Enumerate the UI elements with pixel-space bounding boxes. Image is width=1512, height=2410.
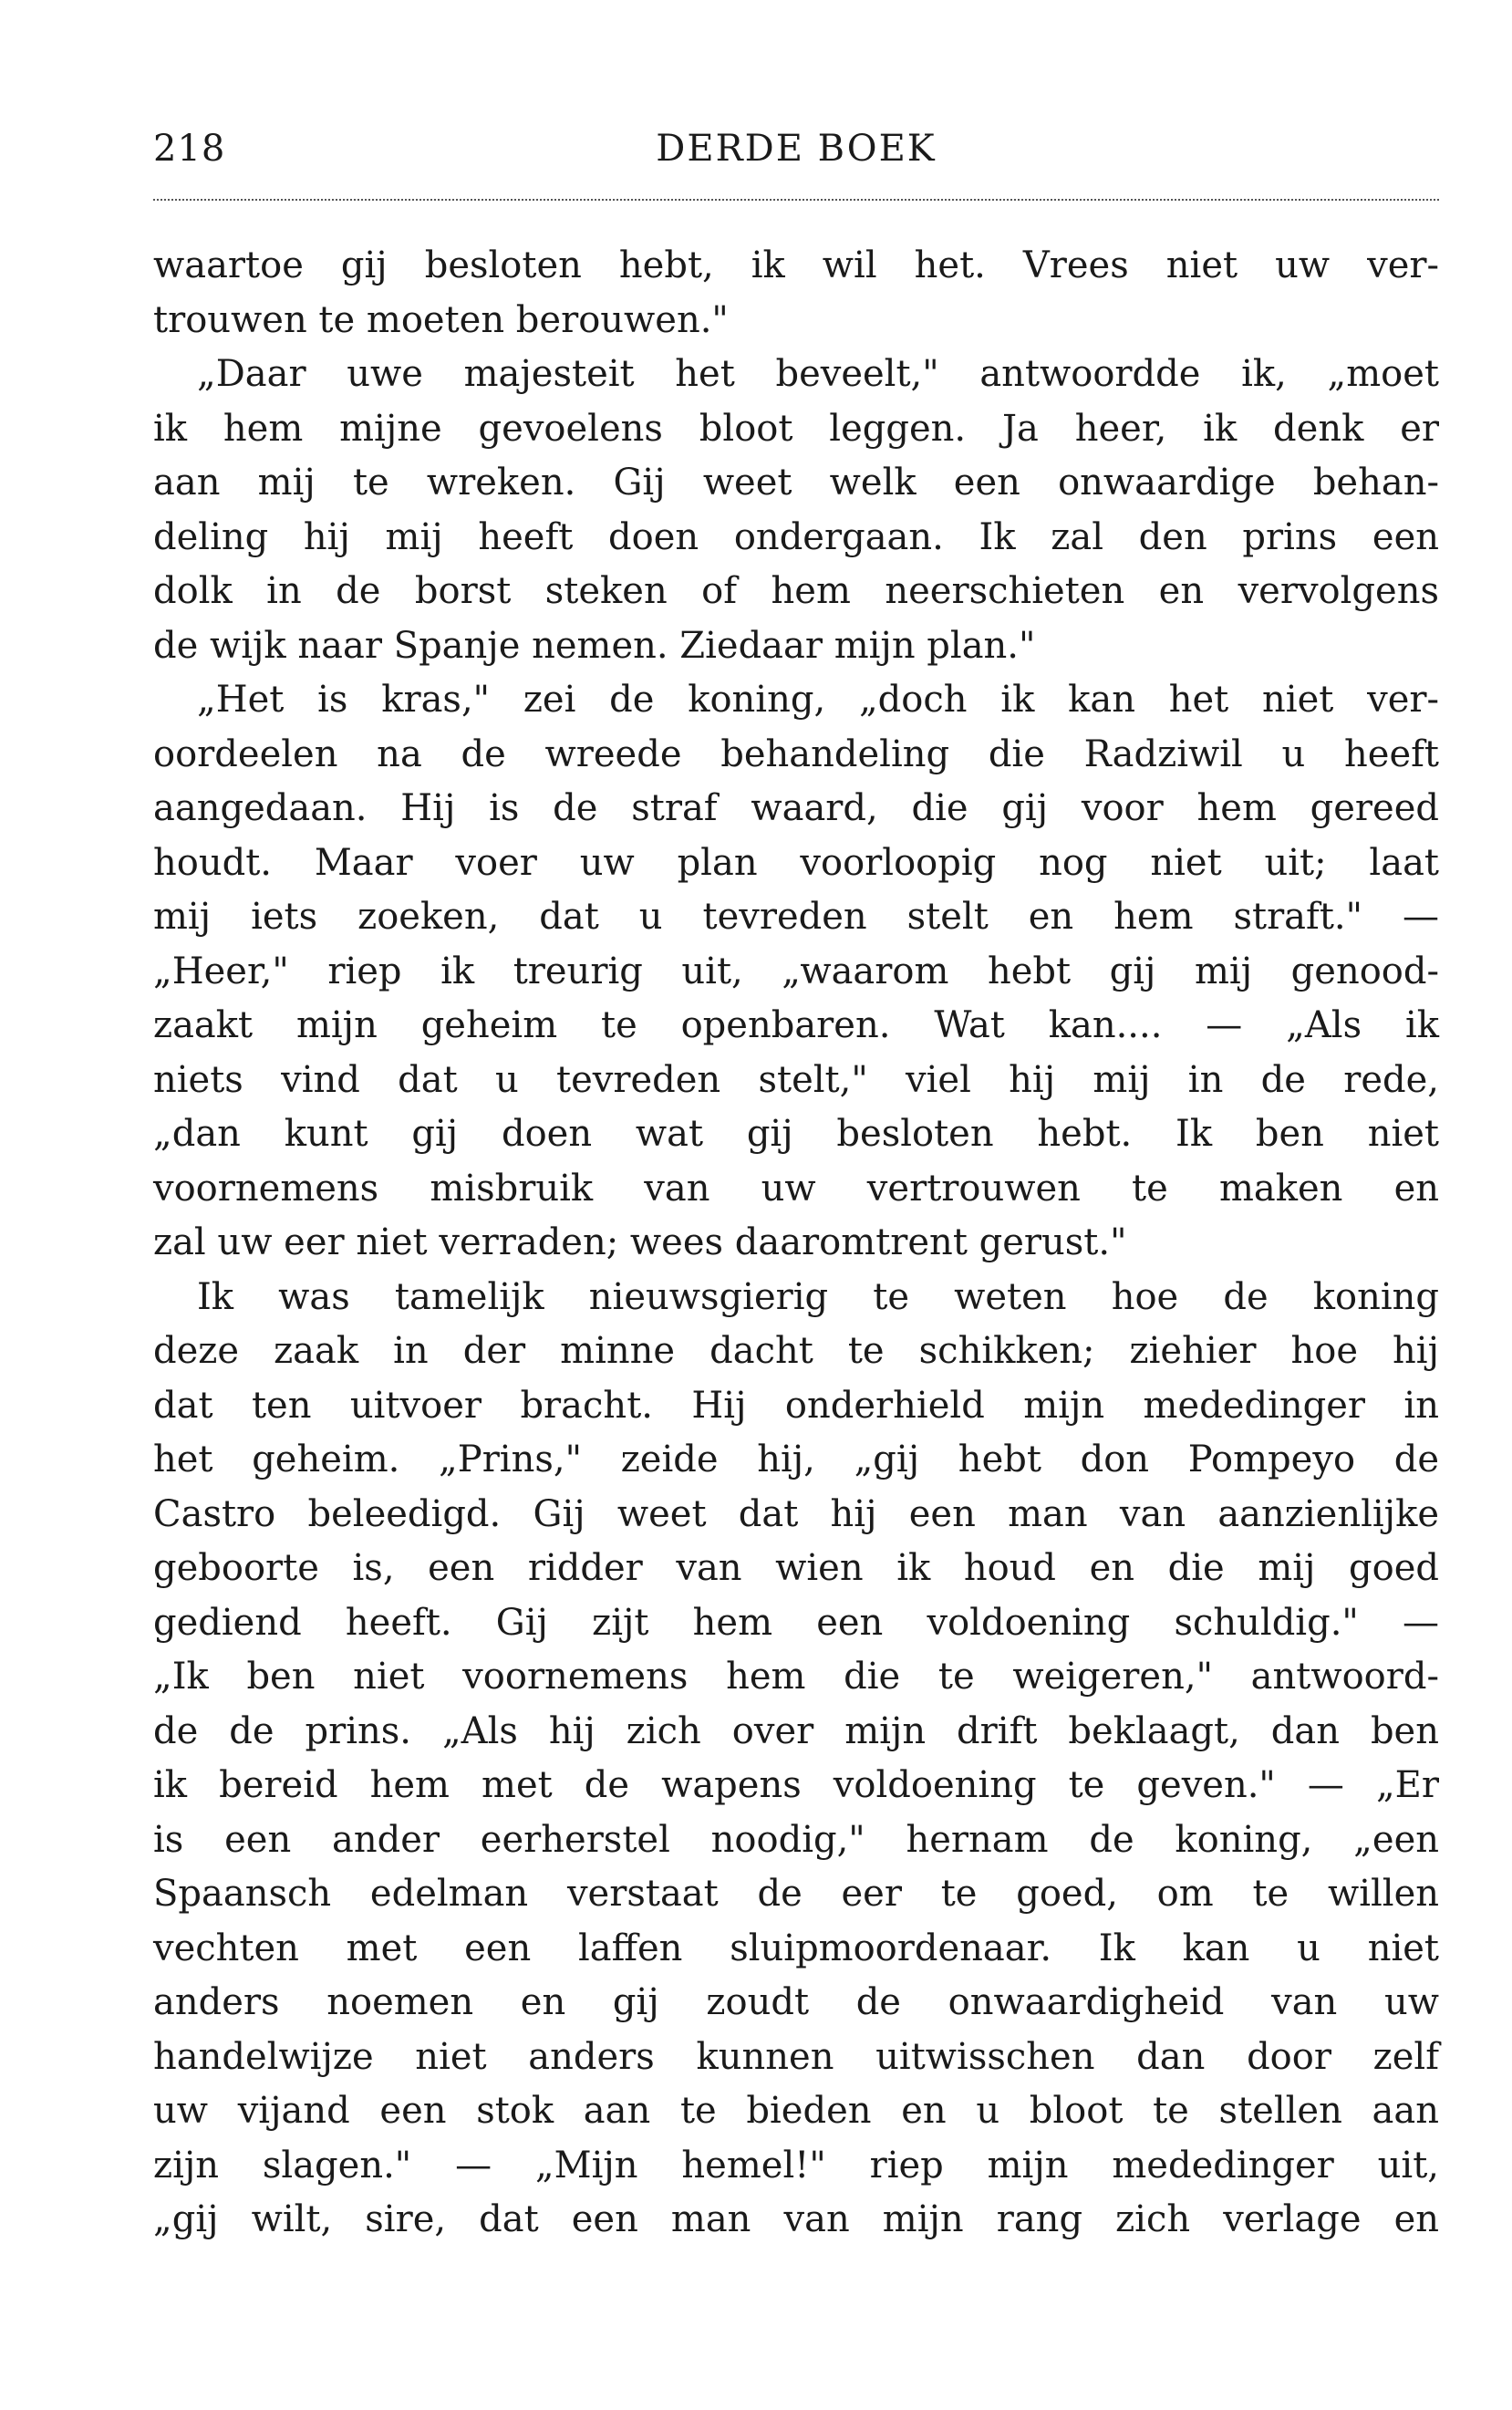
text-line: de wijk naar Spanje nemen. Ziedaar mijn plan." [153, 624, 1036, 667]
text-line: zijn slagen." — „Mijn hemel!" riep mijn mededinger uit, [153, 2144, 1439, 2187]
text-line: „gij wilt, sire, dat een man van mijn rang zich verlage en [153, 2198, 1439, 2240]
text-line: uw vijand een stok aan te bieden en u bloot te stellen aan [153, 2090, 1439, 2132]
text-line: ik bereid hem met de wapens voldoening te geven." — „Er [153, 1764, 1439, 1806]
text-line: zal uw eer niet verraden; wees daaromtrent gerust." [153, 1221, 1127, 1263]
text-line: Spaansch edelman verstaat de eer te goed, om te willen [153, 1873, 1439, 1915]
text-line: vechten met een laffen sluipmoordenaar. Ik kan u niet [153, 1927, 1439, 1969]
text-line: voornemens misbruik van uw vertrouwen te maken en [153, 1167, 1439, 1210]
text-line: „Daar uwe majesteit het beveelt," antwoordde ik, „moet [197, 353, 1439, 395]
text-line: dat ten uitvoer bracht. Hij onderhield mijn mededinger in [153, 1384, 1439, 1427]
text-line: oordeelen na de wreede behandeling die Radziwil u heeft [153, 732, 1439, 775]
text-line: ik hem mijne gevoelens bloot leggen. Ja heer, ik denk er [153, 407, 1439, 450]
body-text [153, 239, 1439, 2248]
running-head: DERDE BOEK [656, 128, 937, 170]
text-line: dolk in de borst steken of hem neerschieten en vervolgens [153, 570, 1439, 612]
header-rule [153, 199, 1439, 201]
text-line: niets vind dat u tevreden stelt," viel hij mij in de rede, [153, 1058, 1439, 1101]
text-line: „Heer," riep ik treurig uit, „waarom hebt gij mij genood- [153, 950, 1439, 992]
text-line: waartoe gij besloten hebt, ik wil het. Vrees niet uw ver- [153, 244, 1439, 286]
text-line: „dan kunt gij doen wat gij besloten hebt. Ik ben niet [153, 1113, 1439, 1155]
text-line: Ik was tamelijk nieuwsgierig te weten hoe de koning [197, 1275, 1439, 1318]
text-line: de de prins. „Als hij zich over mijn drift beklaagt, dan ben [153, 1709, 1439, 1752]
text-line: aangedaan. Hij is de straf waard, die gij voor hem gereed [153, 787, 1439, 829]
text-line: geboorte is, een ridder van wien ik houd en die mij goed [153, 1547, 1439, 1589]
text-line: deling hij mij heeft doen ondergaan. Ik zal den prins een [153, 515, 1439, 558]
text-line: aan mij te wreken. Gij weet welk een onwaardige behan- [153, 462, 1439, 504]
text-line: zaakt mijn geheim te openbaren. Wat kan.... — „Als ik [153, 1004, 1439, 1046]
text-line: mij iets zoeken, dat u tevreden stelt en hem straft." — [153, 896, 1439, 938]
text-line: het geheim. „Prins," zeide hij, „gij hebt don Pompeyo de [153, 1439, 1439, 1480]
text-line: „Het is kras," zei de koning, „doch ik kan het niet ver- [197, 679, 1439, 721]
text-line: Castro beleedigd. Gij weet dat hij een man van aanzienlijke [153, 1492, 1439, 1535]
text-line: handelwijze niet anders kunnen uitwisschen dan door zelf [153, 2035, 1439, 2078]
page-number: 218 [153, 128, 226, 170]
text-line: trouwen te moeten berouwen." [153, 298, 729, 341]
text-line: deze zaak in der minne dacht te schikken; ziehier hoe hij [153, 1330, 1439, 1372]
text-line: is een ander eerherstel noodig," hernam de koning, „een [153, 1818, 1439, 1861]
page-header [153, 128, 1439, 182]
text-line: houdt. Maar voer uw plan voorloopig nog niet uit; laat [153, 841, 1439, 884]
text-line: „Ik ben niet voornemens hem die te weigeren," antwoord- [153, 1656, 1439, 1698]
text-line: gediend heeft. Gij zijt hem een voldoening schuldig." — [153, 1601, 1439, 1644]
text-line: anders noemen en gij zoudt de onwaardigheid van uw [153, 1981, 1439, 2023]
